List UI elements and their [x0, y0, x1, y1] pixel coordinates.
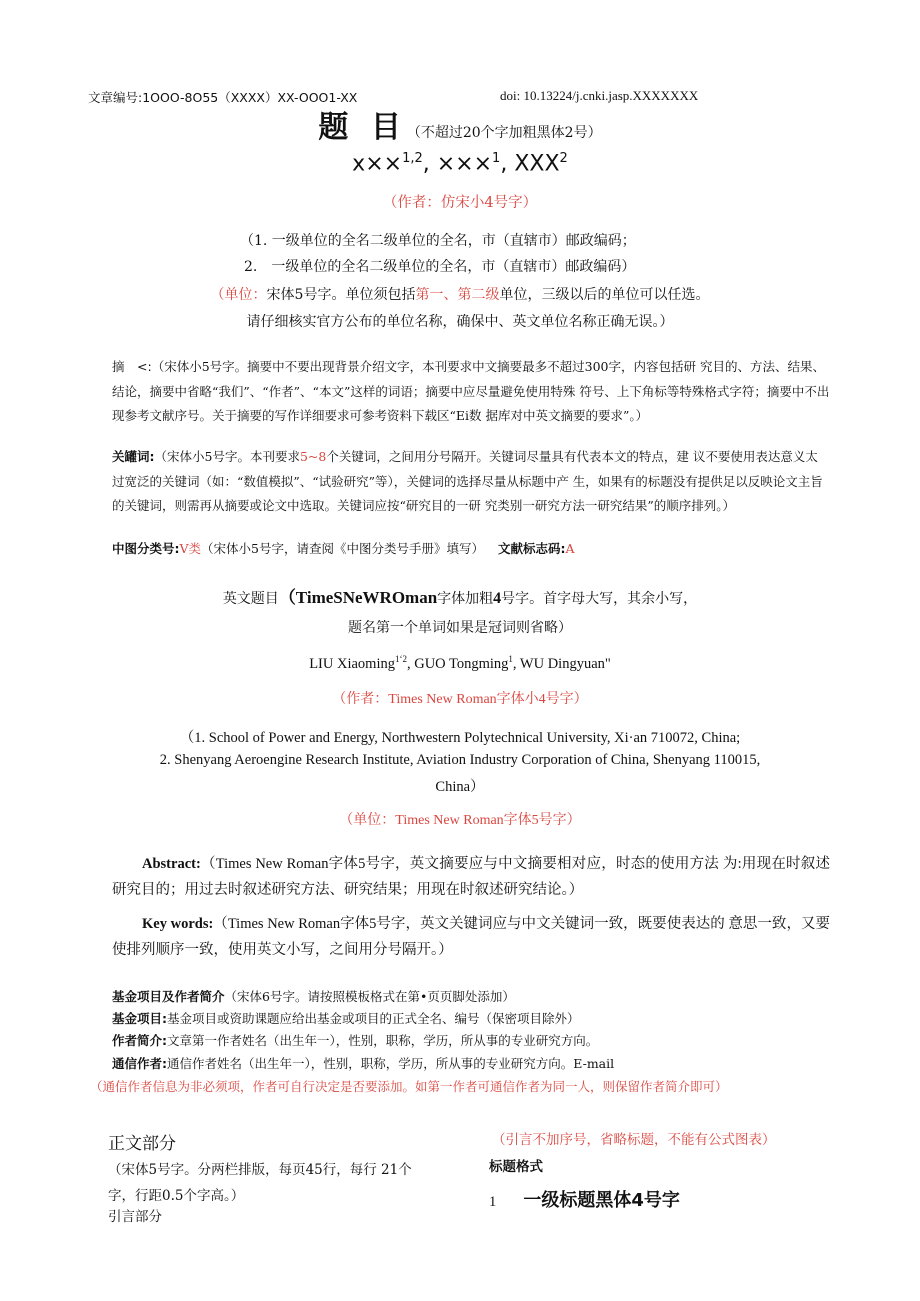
author-note: （作者：仿宋小4号字） — [382, 195, 538, 211]
intro-section: 引言部分 — [108, 1209, 162, 1225]
en-affiliation-2: 2. Shenyang Aeroengine Research Institute, Aviation Industry Corporation of China, Shenyang 110015, — [159, 752, 761, 768]
title-note: （不超过20个字加粗黑体2号） — [406, 125, 602, 141]
intro-note: （引言不加序号，省略标题，不能有公式图表） — [492, 1132, 776, 1148]
affiliation-note-2: 请仔细核实官方公布的单位名称，确保中、英文单位名称正确无误。） — [246, 314, 674, 330]
en-title: 英文题目（TimeSNeWROman字体加粗4号字。首字母大写，其余小写， — [222, 588, 698, 607]
en-affiliation-1: （1. School of Power and Energy, Northwestern Polytechnical University, Xi·an 710072, China; — [179, 730, 741, 746]
affiliation-1: （1. 一级单位的全名二级单位的全名，市（直辖市）邮政编码； — [240, 233, 636, 249]
fund-line: 基金项目:基金项目或资助课题应给出基金或项目的正式全名、编号（保密项目除外） — [112, 1011, 580, 1026]
body-format-line-2: 字，行距0.5个字高。） — [108, 1188, 245, 1204]
body-format-line-1: （宋体5号字。分两栏排版，每页45行，每行 21个 — [108, 1162, 412, 1178]
corresponding-author: 通信作者:通信作者姓名（出生年一），性别，职称，学历，所从事的专业研究方向。E-mail — [112, 1056, 615, 1071]
abstract-cn-label: 摘 <: — [112, 359, 152, 374]
title-block — [0, 102, 920, 146]
affiliation-note: （单位：宋体5号字。单位须包括第一、第二级单位，三级以后的单位可以任选。 — [210, 287, 710, 303]
authors-cn: x××$^{1,2}$, ×××$^1$, XXX$^2$ — [352, 151, 568, 177]
keywords-cn: 关罐词:（宋体小5号字。本刊要求5~8个关键词，之间用分号隔开。关键词尽量具有代表本文的特点，建 议不要使用表达意义太过宽泛的关键词（如：“数值模拟”、“试验研究”等），关健词的选择尽量从标题中产 生，如果有的标题没有提供足以反映论文主旨的关键词，则需再从摘要或论文中选取。关键词应按“研究目的一研 究类别一研究方法一研究结果”的顺序排列。） — [112, 449, 823, 513]
fund-header: 基金项目及作者简介（宋体6号字。请按照模板格式在第•页页脚处添加） — [112, 989, 515, 1004]
en-affiliation-note: （单位：Times New Roman字体5号字） — [339, 813, 581, 828]
keywords-en-label: Key words: — [142, 916, 214, 932]
keywords-en: Key words:（Times New Roman字体5号字，英文关键词应与中文关键词一致，既要使表达的 意思一致，又要使排列顺序一致，使用英文小写，之间用分号隔开。） — [112, 916, 830, 958]
en-affiliation-3: China） — [435, 779, 485, 795]
abstract-en: Abstract:（Times New Roman字体5号字，英文摘要应与中文摘要相对应，时态的使用方法 为:用现在时叙述研究目的；用过去时叙述研究方法、研究结果；用现在时叙述研究结论。） — [112, 856, 830, 898]
abstract-cn-text: （宋体小5号字。摘要中不要出现背景介绍文字，本刊要求中文摘要最多不超过300字，内容包括研 究目的、方法、结果、结论，摘要中省略“我们”、“作者”、“本文”这样的词语；摘要中应尽量避免使用特殊 符号、上下角标等特殊格式字符；摘要中不出现参考文献序号。关于摘要的写作详细要求可参考资料下载区“Ei数 据库对中英文摘要的要求”。） — [112, 359, 830, 423]
article-number: 文章编号:1OOO-8O55（XXXX）XX-OOO1-XX — [88, 90, 358, 105]
body-title: 正文部分 — [108, 1134, 176, 1154]
abstract-en-label: Abstract: — [142, 856, 201, 872]
en-title-2: 题名第一个单词如果是冠词则省略） — [348, 620, 572, 636]
doi: doi: 10.13224/j.cnki.jasp.XXXXXXX — [500, 88, 699, 103]
heading-level-1: 1 一级标题黑体4号字 — [489, 1190, 680, 1211]
heading-format: 标题格式 — [489, 1159, 543, 1175]
page-title: 题 目 — [318, 110, 407, 145]
classification: 中图分类号:V类（宋体小5号字，请查阅《中图分类号手册》填写） 文献标志码:A — [112, 541, 575, 556]
author-bio: 作者简介:文章第一作者姓名（出生年一），性别，职称，学历，所从事的专业研究方向。 — [112, 1033, 599, 1048]
en-author-note: （作者：Times New Roman字体小4号字） — [332, 692, 588, 707]
abstract-cn — [112, 355, 830, 429]
corresponding-note: （通信作者信息为非必须项，作者可自行决定是否要添加。如第一作者可通信作者为同一人，则保留作者简介即可） — [90, 1079, 728, 1094]
keywords-cn-label: 关罐词: — [112, 449, 155, 464]
affiliation-2: 2. 一级单位的全名二级单位的全名，市（直辖市）邮政编码） — [244, 259, 636, 275]
en-authors: LIU Xiaoming$^{1ʻ2}$, GUO Tongming$^1$, WU Dingyuan" — [309, 654, 611, 672]
